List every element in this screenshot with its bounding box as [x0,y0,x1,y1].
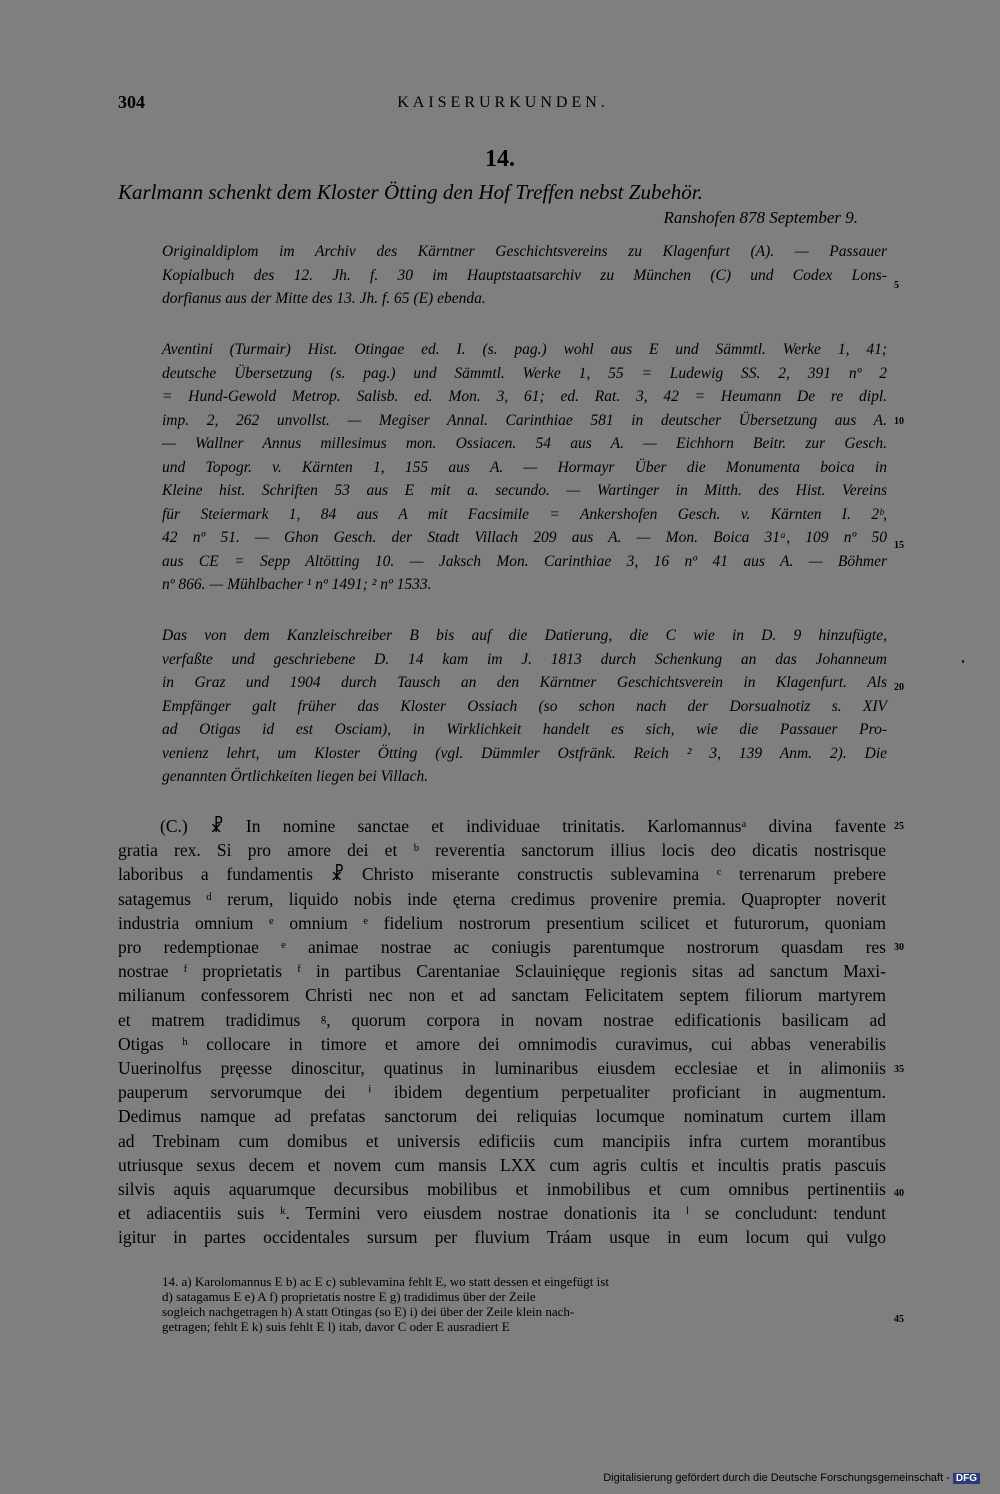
margin-line-number: 45 [894,1314,904,1325]
running-title: KAISERURKUNDEN. [397,94,609,111]
text-line: nº 866. — Mühlbacher ¹ nº 1491; ² nº 1533. [162,576,432,593]
margin-line-number: 40 [894,1188,904,1199]
text-line: utriusque sexus decem et novem cum mansis LXX cum agris cultis et incultis pratis pascuis [118,1154,886,1175]
document-title: Karlmann schenkt dem Kloster Ötting den Hof Treffen nebst Zubehör. [118,180,703,204]
text-line: venienz lehrt, um Kloster Ötting (vgl. Dümmler Ostfränk. Reich ² 3, 139 Anm. 2). Die [162,744,887,762]
text-line: imp. 2, 262 unvollst. — Megiser Annal. Carinthiae 581 in deutscher Übersetzung aus A. [162,411,887,429]
text-line: Dedimus namque ad prefatas sanctorum dei reliquias locumque nominatum curtem illam [118,1106,886,1127]
text-line: genannten Örtlichkeiten liegen bei Villach. [162,768,429,785]
credit-text: Digitalisierung gefördert durch die Deutsche Forschungsgemeinschaft - [603,1472,950,1484]
text-line: igitur in partes occidentales sursum per fluvium Tráam usque in eum locum qui vulgo [118,1227,886,1248]
text-line: für Steiermark 1, 84 aus A mit Facsimile = Ankershofen Gesch. v. Kärnten I. 2ᵇ, [162,505,887,523]
text-line: silvis aquis aquarumque decursibus mobilibus et inmobilibus et cum omnibus pertinentiis [118,1179,886,1200]
page-header [118,92,888,116]
margin-line-number: 25 [894,821,904,832]
footnote-line: sogleich nachgetragen h) A statt Otingas (so E) i) dei über der Zeile klein nach- [162,1304,575,1319]
text-line: Aventini (Turmair) Hist. Otingae ed. I. (s. pag.) wohl aus E und Sämmtl. Werke 1, 41; [162,341,887,358]
text-line: 42 nº 51. — Ghon Gesch. der Stadt Villach 209 aus A. — Mon. Boica 31ᵃ, 109 nº 50 [162,529,887,546]
margin-line-number: 30 [894,942,904,953]
text-line: Otigas ʰ collocare in timore et amore dei omnimodis curavimus, cui abbas venerabilis [118,1033,886,1054]
sources-paragraph [162,240,887,311]
text-line: Uuerinolfus pręesse dinoscitur, quatinus in luminaribus eiusdem ecclesiae et in alimoniis [118,1058,886,1079]
dfg-logo-icon[interactable]: DFG [953,1473,980,1484]
document-number: 14. [485,146,515,172]
text-line: — Wallner Annus millesimus mon. Ossiacen. 54 aus A. — Eichhorn Beitr. zur Gesch. [162,435,887,452]
text-line: gratia rex. Si pro amore dei et ᵇ reverentia sanctorum illius locis deo dicatis nostrisque [118,840,886,861]
text-line: nostrae ᶠ proprietatis ᶠ in partibus Carentaniae Sclauinięque regionis sitas ad sanctum Maxi- [118,961,886,982]
margin-line-number: 35 [894,1064,904,1075]
text-line: ad Trebinam cum domibus et universis edificiis cum mancipiis infra curtem morantibus [118,1130,886,1151]
margin-line-number: 10 [894,416,904,427]
text-line: milianum confessorem Christi nec non et ad sanctam Felicitatem septem filiorum martyrem [118,985,886,1006]
text-line: in Graz und 1904 durch Tausch an den Kärntner Geschichtsverein in Klagenfurt. Als [162,674,887,691]
margin-line-number: 20 [894,682,904,693]
dateline: Ranshofen 878 September 9. [663,208,858,227]
margin-mark [962,660,964,663]
text-line: Empfänger galt früher das Kloster Ossiach (so schon nach der Dorsualnotiz s. XIV [162,697,887,715]
text-line: (C.) ☧ In nomine sanctae et individuae trinitatis. Karlomannusᵃ divina favente [160,816,886,836]
text-line: industria omnium ᵉ omnium ᵉ fidelium nostrorum presentium scilicet et futurorum, quoniam [118,912,886,933]
text-line: pro redemptionae ᵉ animae nostrae ac coniugis parentumque nostrorum quasdam res [118,937,886,958]
text-line: deutsche Übersetzung (s. pag.) und Sämmtl. Werke 1, 55 = Ludewig SS. 2, 391 nº 2 [162,364,887,382]
charter-text [118,814,886,1250]
footnote-line: 14. a) Karolomannus E b) ac E c) sublevamina fehlt E, wo statt dessen et eingefügt ist [162,1274,609,1289]
commentary-paragraph [162,624,887,789]
text-line: Originaldiplom im Archiv des Kärntner Geschichtsvereins zu Klagenfurt (A). — Passauer [162,243,887,260]
text-line: et matrem tradidimus ᵍ, quorum corpora in novam nostrae edificationis basilicam ad [118,1009,886,1030]
footnote-line: getragen; fehlt E k) suis fehlt E l) itab, davor C oder E ausradiert E [162,1319,510,1334]
text-line: Das von dem Kanzleischreiber B bis auf die Datierung, die C wie in D. 9 hinzufügte, [162,627,887,644]
literature-paragraph [162,338,887,597]
text-line: et adiacentiis suis ᵏ. Termini vero eiusdem nostrae donationis ita ˡ se concludunt: tendunt [118,1203,886,1224]
text-line: aus CE = Sepp Altötting 10. — Jaksch Mon. Carinthiae 3, 16 nº 41 aus A. — Böhmer [162,552,887,570]
digitization-credit [560,1472,980,1484]
text-line: Kleine hist. Schriften 53 aus E mit a. secundo. — Wartinger in Mitth. des Hist. Vereins [162,482,887,499]
margin-line-number: 5 [894,280,899,291]
text-line: laboribus a fundamentis ☧ Christo miserante constructis sublevamina ᶜ terrenarum prebere [118,864,886,885]
text-line: dorfianus aus der Mitte des 13. Jh. f. 65 (E) ebenda. [162,290,486,307]
text-line: Kopialbuch des 12. Jh. f. 30 im Hauptstaatsarchiv zu München (C) und Codex Lons- [162,266,887,284]
text-line: satagemus ᵈ rerum, liquido nobis inde ęterna credimus provenire premia. Quapropter noverit [118,888,886,909]
page-number: 304 [118,92,145,112]
text-line: verfaßte und geschriebene D. 14 kam im J. 1813 durch Schenkung an das Johanneum [162,650,887,668]
text-line: ad Otigas id est Osciam), in Wirklichkeit handelt es sich, wie die Passauer Pro- [162,721,887,738]
text-line: = Hund-Gewold Metrop. Salisb. ed. Mon. 3, 61; ed. Rat. 3, 42 = Heumann De re dipl. [162,388,887,405]
margin-line-number: 15 [894,540,904,551]
text-line: und Topogr. v. Kärnten 1, 155 aus A. — Hormayr Über die Monumenta boica in [162,458,887,476]
text-line: pauperum servorumque dei ⁱ ibidem degentium perpetualiter proficiant in augmentum. [118,1082,886,1103]
footnote-line: d) satagamus E e) A f) proprietatis nostre E g) tradidimus über der Zeile [162,1289,536,1304]
footnotes [162,1274,887,1334]
